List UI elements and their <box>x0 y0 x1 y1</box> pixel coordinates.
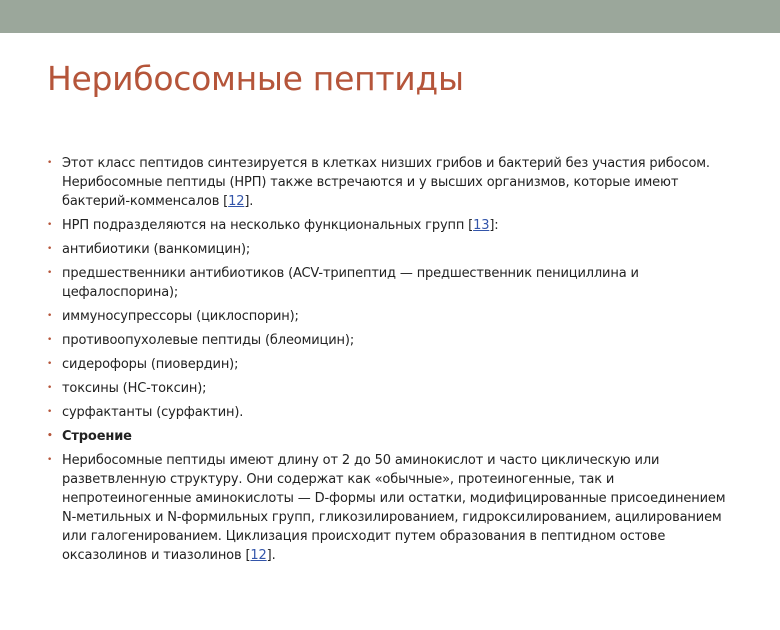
bullet-tail: ]. <box>266 548 276 563</box>
bullet-icon: • <box>47 431 53 441</box>
bullet-icon: • <box>47 407 53 417</box>
bullet-text: сидерофоры (пиовердин); <box>62 357 239 372</box>
bullet-item-immunosuppressors <box>47 307 737 326</box>
bullet-icon: • <box>47 359 53 369</box>
bullet-item-antibiotics <box>47 240 737 259</box>
bullet-icon: • <box>47 335 53 345</box>
reference-link[interactable]: 12 <box>250 548 267 563</box>
bullet-text: НРП подразделяются на несколько функциональных групп [ <box>62 218 474 233</box>
bullet-text: иммуносупрессоры (циклоспорин); <box>62 309 299 324</box>
reference-link[interactable]: 13 <box>473 218 490 233</box>
bullet-text: Нерибосомные пептиды имеют длину от 2 до 50 аминокислот и часто циклическую или разветвленную структуру. Они содержат как «обычные», протеиногенные, так и непротеиногенные аминокислоты — D-формы или остатки, модифицированные присоединением N-метильных и N-формильных групп, гликозилированием, гидроксилированием, ацилированием или галогенированием. Циклизация происходит путем образования в пептидном остове оксазолинов и тиазолинов [ <box>62 453 726 563</box>
bullet-text: антибиотики (ванкомицин); <box>62 242 251 257</box>
bullet-icon: • <box>47 383 53 393</box>
bullet-icon: • <box>47 158 53 168</box>
bullet-item-surfactants <box>47 403 737 422</box>
bullet-text: Этот класс пептидов синтезируется в клетках низших грибов и бактерий без участия рибосом. Нерибосомные пептиды (НРП) также встречаются и у высших организмов, которые имеют бактерий-комменсалов [ <box>62 156 710 209</box>
bullet-item-toxins <box>47 379 737 398</box>
bullet-tail: ]. <box>244 194 254 209</box>
bullet-text: токсины (HC-токсин); <box>62 381 207 396</box>
bullet-icon: • <box>47 455 53 465</box>
bullet-icon: • <box>47 244 53 254</box>
bullet-item-antitumor <box>47 331 737 350</box>
reference-link[interactable]: 12 <box>228 194 245 209</box>
bullet-text: сурфактанты (сурфактин). <box>62 405 244 420</box>
bullet-list <box>47 154 737 570</box>
bullet-text: предшественники антибиотиков (ACV-трипептид — предшественник пенициллина и цефалоспорина); <box>62 266 639 300</box>
bullet-item-precursors <box>47 264 737 302</box>
bullet-item-siderophores <box>47 355 737 374</box>
slide-top-bar <box>0 0 780 33</box>
slide-title: Нерибосомные пептиды <box>47 59 464 98</box>
bullet-item-structure-heading <box>47 427 737 446</box>
bullet-icon: • <box>47 268 53 278</box>
bullet-text: противоопухолевые пептиды (блеомицин); <box>62 333 355 348</box>
bullet-tail: ]: <box>489 218 499 233</box>
bullet-item-structure <box>47 451 737 565</box>
bullet-icon: • <box>47 311 53 321</box>
bullet-icon: • <box>47 220 53 230</box>
bullet-item-groups <box>47 216 737 235</box>
bullet-text: Строение <box>62 429 132 444</box>
bullet-item-intro <box>47 154 737 211</box>
